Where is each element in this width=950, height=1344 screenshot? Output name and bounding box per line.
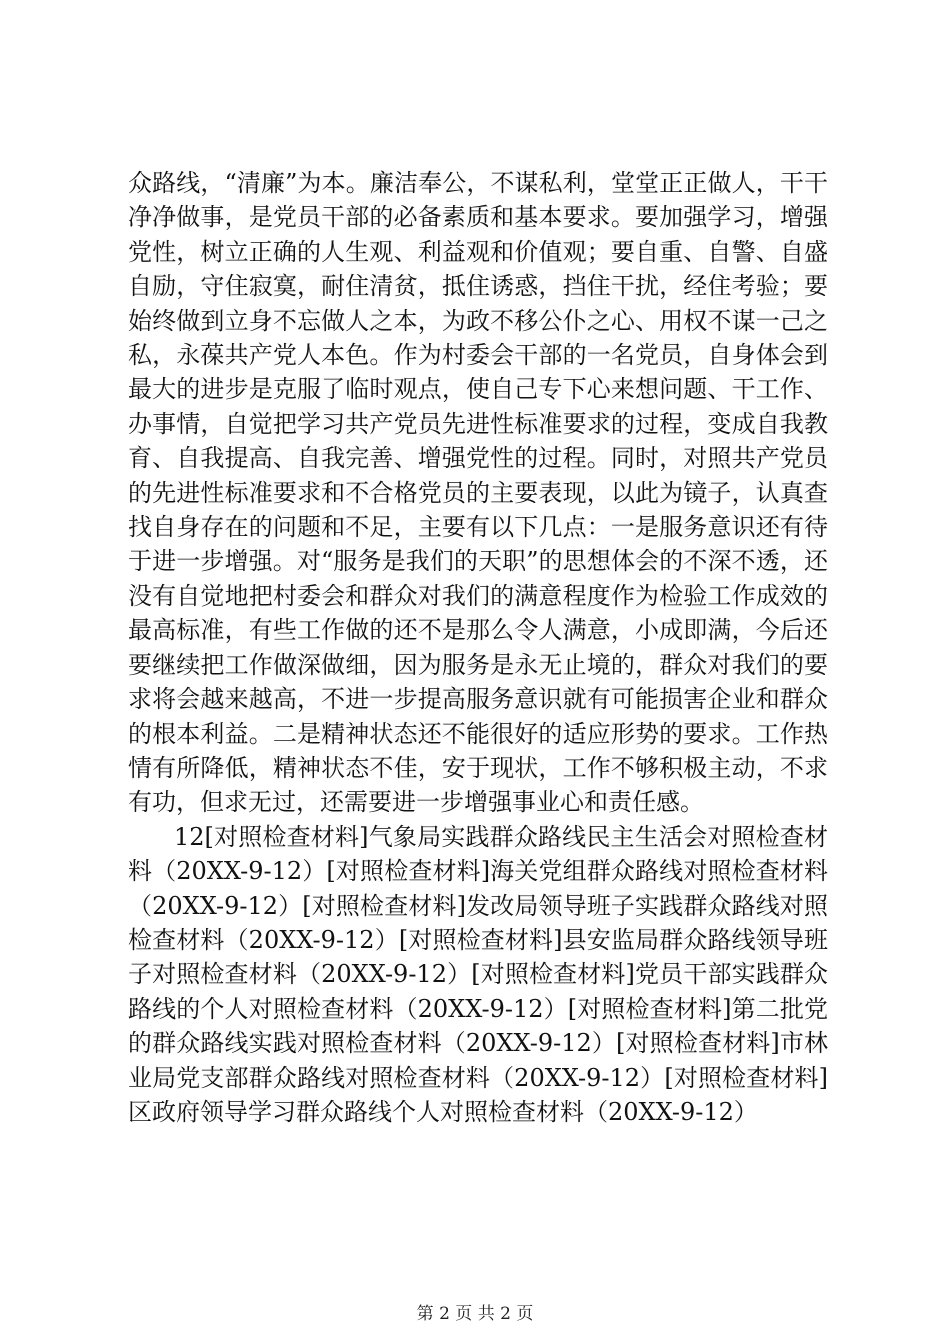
paragraph-related-materials: 12[对照检查材料]气象局实践群众路线民主生活会对照检查材料（20XX-9-12）[对照检查材料]海关党组群众路线对照检查材料（20XX-9-12）[对照检查材料]发改局领导班子实践群众路线对照检查材料（20XX-9-12）[对照检查材料]县安监局群众路线领导班子对照检查材料（20XX-9-12）[对照检查材料]党员干部实践群众路线的个人对照检查材料（20XX-9-12）[对照检查材料]第二批党的群众路线实践对照检查材料（20XX-9-12）[对照检查材料]市林业局党支部群众路线对照检查材料（20XX-9-12）[对照检查材料]区政府领导学习群众路线个人对照检查材料（20XX-9-12） bbox=[128, 822, 828, 1126]
document-body bbox=[128, 166, 828, 1129]
page-footer: 第 2 页 共 2 页 bbox=[416, 1304, 534, 1324]
paragraph-continuation: 众路线，“清廉”为本。廉洁奉公，不谋私利，堂堂正正做人，干干净净做事，是党员干部的必备素质和基本要求。要加强学习，增强党性，树立正确的人生观、利益观和价值观；要自重、自警、自盛自励，守住寂寞，耐住清贫，抵住诱惑，挡住干扰，经住考验；要始终做到立身不忘做人之本，为政不移公仆之心、用权不谋一己之私，永葆共产党人本色。作为村委会干部的一名党员，自身体会到最大的进步是克服了临时观点，使自己专下心来想问题、干工作、办事情，自觉把学习共产党员先进性标准要求的过程，变成自我教育、自我提高、自我完善、增强党性的过程。同时，对照共产党员的先进性标准要求和不合格党员的主要表现，以此为镜子，认真查找自身存在的问题和不足，主要有以下几点：一是服务意识还有待于进一步增强。对“服务是我们的天职”的思想体会的不深不透，还没有自觉地把村委会和群众对我们的满意程度作为检验工作成效的最高标准，有些工作做的还不是那么令人满意，小成即满，今后还要继续把工作做深做细，因为服务是永无止境的，群众对我们的要求将会越来越高，不进一步提高服务意识就有可能损害企业和群众的根本利益。二是精神状态还不能很好的适应形势的要求。工作热情有所降低，精神状态不佳，安于现状，工作不够积极主动，不求有功，但求无过，还需要进一步增强事业心和责任感。 bbox=[128, 169, 828, 817]
